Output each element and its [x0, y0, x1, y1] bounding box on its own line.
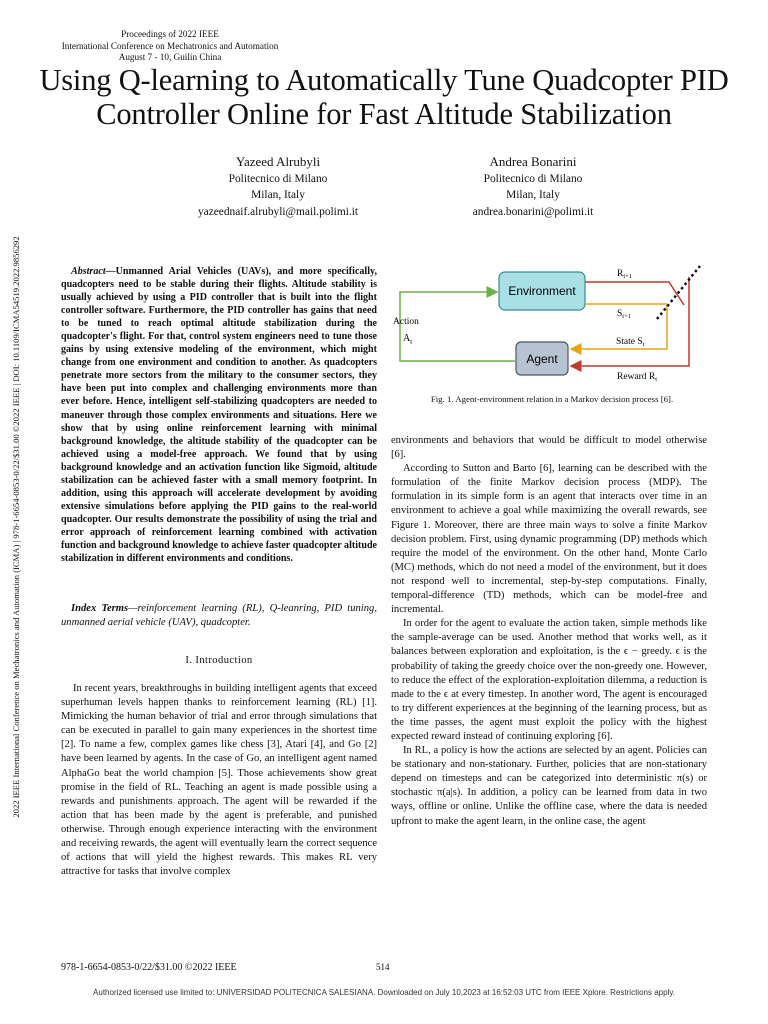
agent-label: Agent	[526, 352, 558, 366]
figure-caption: Fig. 1. Agent-environment relation in a Markov decision process [6].	[430, 394, 674, 404]
author-block	[153, 154, 403, 220]
paragraph: According to Sutton and Barto [6], learning can be described with the formulation of the finite Markov decision process (MDP). The formulation in its simple form is an agent that interacts over time in an environment to achieve a goal while maximizing the overall rewards, see Figure 1. Moreover, there are three main ways to solve a finite Markov decision problem. First, using dynamic programming (DP) methods which require the model of the environment. On the other hand, Monte Carlo (MC) methods, which do not need a model of the environment, but it does not respond well to incremental, step-by-step computations. Finally, temporal-difference (TD) methods, which can be model-free and incremental.	[391, 463, 707, 616]
left-column-body	[61, 682, 377, 879]
paragraph: In order for the agent to evaluate the action taken, simple methods like the sample-average can be used. Another method that works well, as it balances between exploration and exploitation, is the ϵ − greedy. ϵ is the probability of taking the greedy choice over the non-greedy one. However, to reduce the effect of the exploration-exploitation dilemma, a reduction is made to the ϵ at every timestep. In another word, The agent is encouraged to try different experiences at the beginning of the learning process, but as the time passes, the agent must exploit the policy with the highest expected reward instead of continuing exploring [6].	[391, 618, 707, 742]
reward-arrow	[571, 277, 689, 366]
timestep-divider	[657, 266, 700, 319]
index-terms	[61, 602, 377, 629]
reward-next-arrow	[585, 282, 684, 305]
index-terms-label: Index Terms	[71, 603, 129, 614]
license-notice: Authorized licensed use limited to: UNIVERSIDAD POLITECNICA SALESIANA. Downloaded on July 10,2023 at 16:52:03 UTC from IEEE Xplore. Restrictions apply.	[93, 988, 675, 997]
abstract	[61, 265, 377, 565]
index-terms-text: —reinforcement learning (RL), Q-leanring, PID tuning, unmanned aerial vehicle (UAV), quadcopter.	[61, 603, 377, 628]
paper-title: Using Q-learning to Automatically Tune Quadcopter PID Controller Online for Fast Altitude Stabilization	[39, 63, 729, 131]
author-affiliation: Politecnico di Milano	[228, 172, 328, 185]
doi-sidebar	[8, 162, 24, 892]
state-next-label: $S_{t+1}$	[617, 309, 632, 320]
state-label: State $S_t$	[616, 337, 645, 348]
paragraph: In RL, a policy is how the actions are selected by an agent. Policies can be stationary and non-stationary. Further, policies that are non-stationary depend on timesteps and can be categorized into deterministic π(s) or stochastic π(a|s). In addition, a policy can be learned from data in two ways, offline or online. Unlike the offline case, where the data is needed upfront to make the agent learn, in the online case, the agent	[391, 745, 707, 827]
reward-label: Reward $R_t$	[617, 372, 658, 383]
section-heading: I. Introduction	[185, 655, 253, 666]
author-email: yazeednaif.alrubyli@mail.polimi.it	[197, 205, 359, 218]
author-name: Yazeed Alrubyli	[235, 154, 321, 169]
author-name: Andrea Bonarini	[489, 154, 577, 169]
proceedings-line: International Conference on Mechatronics and Automation	[61, 40, 279, 51]
page-number: 514	[376, 962, 390, 972]
proceedings-line: August 7 - 10, Guilin China	[118, 52, 222, 62]
author-location: Milan, Italy	[251, 189, 305, 201]
abstract-text: —Unmanned Arial Vehicles (UAVs), and more specifically, quadcopters need to be stable during their flights. Altitude stability is usually achieved by using a PID controller that is built into the flight controller software. Furthermore, the PID controller has gains that need to be tuned to reach optimal altitude stabilization during the quadcopter's flight. For that, control system engineers need to tune those gains by using extensive modeling of the environment, which might change from one environment and condition to another. As quadcopters penetrate more sectors from the military to the consumer sectors, they have been put into complex and challenging environments more than ever before. Hence, intelligent self-stabilizing quadcopters are needed to maneuver through those complex environments and situations. Here we show that by using online reinforcement learning with minimal background knowledge, the altitude stability of the quadcopter can be achieved using a model-free approach. We found that by using background knowledge and an activation function like Sigmoid, altitude stabilization can be achieved faster with a small memory footprint. In addition, using this approach will accelerate development by avoiding extensive simulations before applying the PID gains to the real-world quadcopter. Our results demonstrate the possibility of using the trial and error approach of reinforcement learning combined with activation function and background knowledge to achieve faster quadcopter altitude stabilization in different environments and conditions.	[61, 266, 377, 565]
right-column-body	[391, 434, 707, 829]
proceedings-line: Proceedings of 2022 IEEE	[121, 29, 219, 39]
action-label: Action	[393, 317, 419, 327]
copyright-footer: 978-1-6654-0853-0/22/$31.00 ©2022 IEEE	[61, 962, 237, 973]
abstract-label: Abstract	[71, 266, 106, 277]
doi-sidebar-text: 2022 IEEE International Conference on Mechatronics and Automation (ICMA) | 978-1-6654-0853-0/22/$31.00 ©2022 IEEE | DOI: 10.1109/ICMA54519.2022.9856292	[11, 236, 21, 818]
author-affiliation: Politecnico di Milano	[483, 172, 583, 185]
reward-next-label: $R_{t+1}$	[617, 269, 633, 280]
proceedings-header	[50, 29, 290, 64]
figure-mdp-diagram	[391, 257, 713, 387]
action-symbol: $A_t$	[403, 333, 413, 346]
author-block	[408, 154, 658, 220]
author-location: Milan, Italy	[506, 189, 560, 201]
mdp-diagram-svg	[391, 257, 713, 387]
author-email: andrea.bonarini@polimi.it	[472, 205, 594, 218]
paragraph: environments and behaviors that would be difficult to model otherwise [6].	[391, 435, 707, 461]
environment-label: Environment	[508, 284, 576, 298]
paragraph: In recent years, breakthroughs in building intelligent agents that exceed superhuman levels happen thanks to reinforcement learning (RL) [1]. Mimicking the human behavior of trial and error through simulations that can be executed in parallel to gain many experiences in the shortest time [2]. To name a few, complex games like chess [3], Atari [4], and Go [2] have been learned by agents. In the case of Go, an intelligent agent named AlphaGo beat the world champion [5]. Those achievements show great promise in the field of RL. Teaching an agent is made possible using a rewards and punishments approach. The agent will be rewarded if the action that has been made by the agent is preferable, and punished otherwise. Through enough experience interacting with the environment and receiving rewards, the agent will eventually learn the correct sequence of actions that will yield the highest rewards. This makes RL very attractive for tasks that involve complex	[61, 683, 377, 878]
